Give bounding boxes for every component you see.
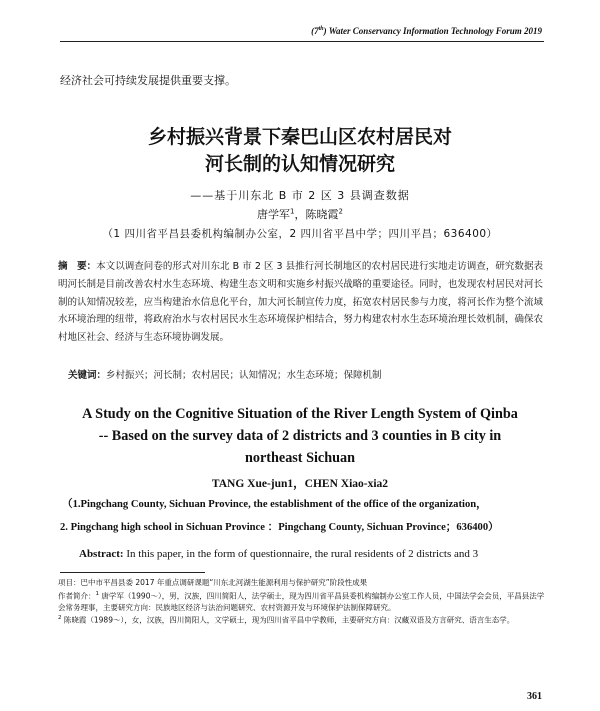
footnote-rule: [60, 572, 205, 573]
footnote-project: 项目：巴中市平昌县委 2017 年重点调研课题“川东北河湖生能源利用与保护研究”阶段性成果: [58, 578, 368, 587]
title-english-line-1: A Study on the Cognitive Situation of the River Length System of Qinba: [82, 406, 518, 422]
title-english-line-3: northeast Sichuan: [245, 450, 355, 466]
footnote-author-1: 作者简介：$^1$ 唐学军（1990～），男，汉族，四川简阳人，法学硕士，现为四川省平昌县委机构编制办公室工作人员，中国法学会会员，平昌县法学会常务理事，主要研究方向：民族地区经济与法治问题研究、农村资源开发与环境保护法制保障研究。: [58, 590, 545, 612]
author-2-name: 陈晓霞: [305, 208, 339, 221]
abstract-chinese-text: 本文以调查问卷的形式对川东北 B 市 2 区 3 县推行河长制地区的农村居民进行实地走访调查，研究数据表明河长制是目前改善农村水生态环境、构建生态文明和实施乡村振兴战略的重要途径。同时，也发现农村居民对河长制的认知情况较差，应当构建治水信息化平台，加大河长制宣传力度，拓宽农村居民参与力度，将河长作为整个流域水环境治理的纽带，将政府治水与农村居民水生态环境保护相结合，努力构建农村水生态环境治理长效机制，确保农村地区社会、经济与生态环境协调发展。: [58, 261, 543, 344]
authors-english: TANG Xue-jun1，CHEN Xiao-xia2: [211, 478, 389, 490]
affiliation-english-line-1: （1.Pingchang County, Sichuan Province, the establishment of the office of the organization，: [62, 499, 487, 510]
title-english: [40, 403, 560, 469]
footnote-author-2: $^2$ 陈晓霞（1989～），女，汉族，四川简阳人，文学硕士，现为四川省平昌中学教师，主要研究方向：汉藏双语及方言研究、语言生态学。: [58, 615, 515, 625]
running-header: (7th) Water Conservancy Information Technology Forum 2019: [311, 26, 542, 36]
subtitle-chinese: ——基于川东北 B 市 2 区 3 县调查数据: [190, 189, 410, 202]
author-2-mark: 2: [338, 207, 343, 216]
title-chinese-line-2: 河长制的认知情况研究: [204, 153, 395, 175]
abstract-english-label: Abstract:: [79, 548, 124, 560]
intro-text: 经济社会可持续发展提供重要支撑。: [60, 74, 236, 87]
authors-chinese: 唐学军$^1$，陈晓霞$^2$: [257, 207, 343, 221]
abstract-english: [79, 548, 478, 560]
affiliation-english-line-2: 2. Pingchang high school in Sichuan Province ：Pingchang County, Sichuan Province；636400）: [60, 522, 499, 533]
header-rule: [60, 41, 544, 42]
keywords-chinese: [68, 367, 382, 381]
keywords-chinese-text: 乡村振兴；河长制；农村居民；认知情况；水生态环境；保障机制: [106, 370, 382, 381]
author-1-name: 唐学军: [257, 208, 291, 221]
affiliation-chinese: （1 四川省平昌县委机构编制办公室，2 四川省平昌中学；四川平昌；636400）: [102, 228, 498, 240]
abstract-chinese-label: 摘 要：: [58, 261, 97, 272]
abstract-english-text: In this paper, in the form of questionnaire, the rural residents of 2 districts and 3: [123, 548, 479, 560]
abstract-chinese: [58, 258, 543, 347]
title-english-line-2: -- Based on the survey data of 2 districts and 3 counties in B city in: [98, 428, 502, 444]
keywords-chinese-label: 关键词：: [68, 370, 107, 381]
title-chinese-line-1: 乡村振兴背景下秦巴山区农村居民对: [147, 126, 452, 148]
author-1-mark: 1: [290, 207, 295, 216]
page-number: 361: [527, 691, 542, 702]
footnotes: [58, 577, 548, 626]
title-chinese: [0, 124, 600, 178]
